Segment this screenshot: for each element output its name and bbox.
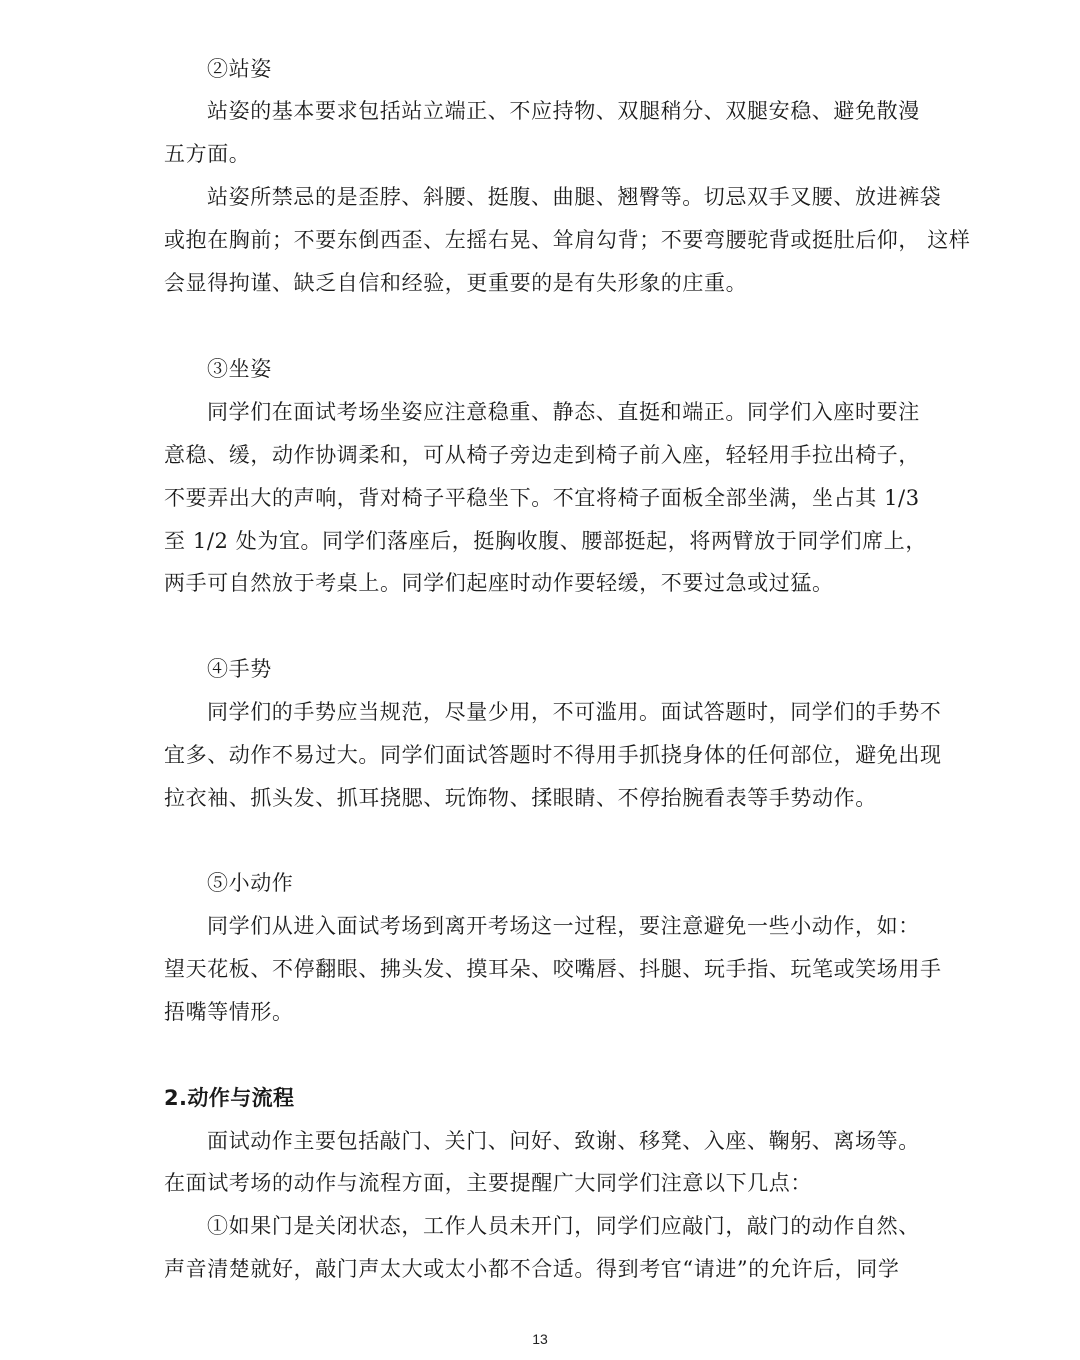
- paragraph-line: 或抱在胸前；不要东倒西歪、左摇右晃、耸肩勾背；不要弯腰驼背或挺肚后仰， 这样: [164, 228, 971, 252]
- paragraph-line: 同学们的手势应当规范，尽量少用，不可滥用。面试答题时，同学们的手势不: [207, 700, 942, 724]
- paragraph-line: 在面试考场的动作与流程方面，主要提醒广大同学们注意以下几点：: [164, 1171, 812, 1195]
- paragraph-line: 至 1/2 处为宜。同学们落座后，挺胸收腹、腰部挺起，将两臂放于同学们席上，: [164, 529, 927, 553]
- paragraph-line: 同学们从进入面试考场到离开考场这一过程，要注意避免一些小动作，如：: [207, 914, 920, 938]
- paragraph-line: 会显得拘谨、缺乏自信和经验，更重要的是有失形象的庄重。: [164, 271, 748, 295]
- paragraph-line: 意稳、缓，动作协调柔和，可从椅子旁边走到椅子前入座，轻轻用手拉出椅子，: [164, 443, 920, 467]
- paragraph-line: 捂嘴等情形。: [164, 1000, 294, 1024]
- section-title-gestures: ④手势: [207, 657, 272, 681]
- paragraph-line: 五方面。: [164, 142, 251, 166]
- paragraph-line: 望天花板、不停翻眼、拂头发、摸耳朵、咬嘴唇、抖腿、玩手指、玩笔或笑场用手: [164, 957, 942, 981]
- section-title-standing: ②站姿: [207, 57, 272, 81]
- paragraph-line: 站姿所禁忌的是歪脖、斜腰、挺腹、曲腿、翘臀等。切忌双手叉腰、放进裤袋: [207, 185, 942, 209]
- section-heading-actions-and-process: 2.动作与流程: [164, 1086, 295, 1110]
- paragraph-line: 两手可自然放于考桌上。同学们起座时动作要轻缓，不要过急或过猛。: [164, 571, 834, 595]
- paragraph-line: 同学们在面试考场坐姿应注意稳重、静态、直挺和端正。同学们入座时要注: [207, 400, 920, 424]
- paragraph-line: 面试动作主要包括敲门、关门、问好、致谢、移凳、入座、鞠躬、离场等。: [207, 1129, 920, 1153]
- section-title-small-actions: ⑤小动作: [207, 871, 294, 895]
- paragraph-line: 站姿的基本要求包括站立端正、不应持物、双腿稍分、双腿安稳、避免散漫: [207, 99, 920, 123]
- paragraph-line: 宜多、动作不易过大。同学们面试答题时不得用手抓挠身体的任何部位，避免出现: [164, 743, 942, 767]
- paragraph-line: 拉衣袖、抓头发、抓耳挠腮、玩饰物、揉眼睛、不停抬腕看表等手势动作。: [164, 786, 877, 810]
- page-number: 13: [532, 1331, 548, 1347]
- paragraph-line: ①如果门是关闭状态，工作人员未开门，同学们应敲门，敲门的动作自然、: [207, 1214, 920, 1238]
- section-title-sitting: ③坐姿: [207, 357, 272, 381]
- paragraph-line: 不要弄出大的声响，背对椅子平稳坐下。不宜将椅子面板全部坐满，坐占其 1/3: [164, 486, 920, 510]
- paragraph-line: 声音清楚就好，敲门声太大或太小都不合适。得到考官“请进”的允许后，同学: [164, 1257, 900, 1281]
